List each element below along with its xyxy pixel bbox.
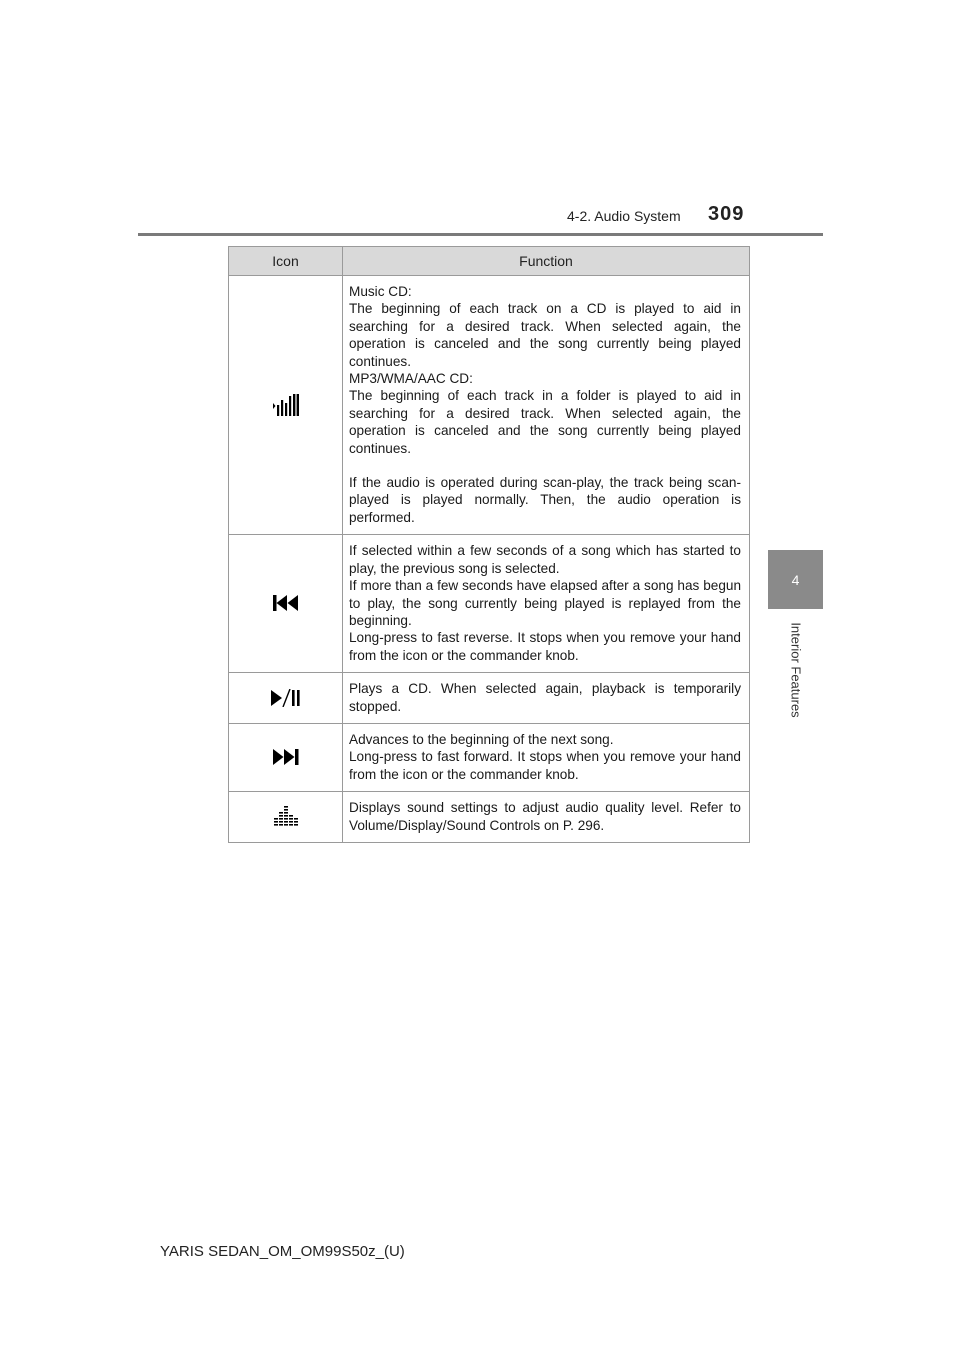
- description-line: Plays a CD. When selected again, playback is temporarily stopped.: [349, 681, 741, 714]
- chapter-number: 4: [791, 571, 800, 588]
- previous-track-icon: [273, 595, 299, 612]
- table-row: [229, 792, 750, 843]
- description-line: Long-press to fast reverse. It stops when you remove your hand from the icon or the commander knob.: [349, 630, 741, 663]
- description-line: Displays sound settings to adjust audio quality level. Refer to Volume/Display/Sound Controls on P. 296.: [349, 800, 741, 833]
- chapter-tab[interactable]: [768, 550, 823, 609]
- description-line: MP3/WMA/AAC CD:: [349, 371, 473, 387]
- function-description: [343, 276, 750, 535]
- table-header-row: [229, 247, 750, 276]
- table-row: [229, 673, 750, 724]
- description-line: The beginning of each track in a folder is played to aid in searching for a desired track. When selected again, the operation is canceled and the song currently being played continues.: [349, 388, 741, 456]
- description-line: If the audio is operated during scan-play, the track being scan-played is played normally. Then, the audio operation is performed.: [349, 475, 741, 525]
- column-header-function: Function: [343, 247, 750, 276]
- table-row: [229, 723, 750, 791]
- header-divider: [138, 233, 823, 236]
- icon-cell: [229, 792, 343, 843]
- description-line: If more than a few seconds have elapsed after a song has begun to play, the song currently being played is replayed from the beginning.: [349, 578, 741, 628]
- icon-cell: [229, 535, 343, 673]
- next-track-icon: [273, 749, 299, 766]
- function-table: [228, 246, 750, 843]
- function-description: [343, 535, 750, 673]
- table-row: [229, 535, 750, 673]
- column-header-icon: Icon: [229, 247, 343, 276]
- description-line: If selected within a few seconds of a song which has started to play, the previous song is selected.: [349, 543, 741, 576]
- table-row: [229, 276, 750, 535]
- description-line: Long-press to fast forward. It stops when you remove your hand from the icon or the commander knob.: [349, 749, 741, 782]
- sound-settings-icon: [274, 808, 298, 825]
- function-description: [343, 792, 750, 843]
- chapter-title: Interior Features: [788, 622, 804, 718]
- scan-icon: [273, 396, 299, 413]
- description-line: Advances to the beginning of the next song.: [349, 731, 614, 747]
- section-title: 4-2. Audio System: [567, 208, 681, 224]
- description-line: Music CD:: [349, 284, 412, 299]
- page-number: 309: [708, 203, 745, 225]
- icon-cell: [229, 276, 343, 535]
- icon-cell: [229, 673, 343, 724]
- document-code: YARIS SEDAN_OM_OM99S50z_(U): [160, 1243, 405, 1260]
- description-line: The beginning of each track on a CD is played to aid in searching for a desired track. When selected again, the operation is canceled and the song currently being played continues.: [349, 301, 741, 369]
- icon-cell: [229, 723, 343, 791]
- play-pause-icon: [271, 689, 301, 706]
- function-description: [343, 723, 750, 791]
- function-description: [343, 673, 750, 724]
